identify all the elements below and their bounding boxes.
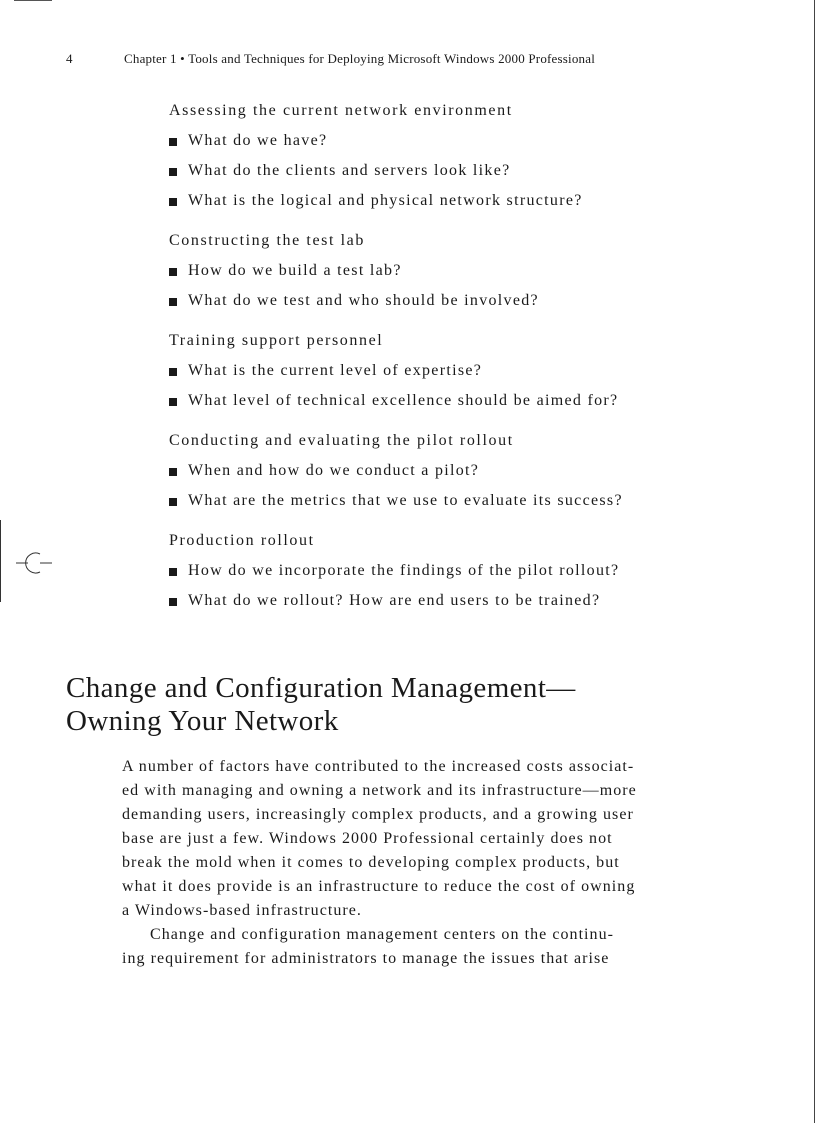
list-item-text: What do we rollout? How are end users to be trained? — [188, 592, 601, 609]
paragraph-line: demanding users, increasingly complex products, and a growing user — [122, 806, 634, 823]
list-item-text: What is the logical and physical network structure? — [188, 192, 583, 209]
list-item — [169, 489, 769, 513]
chapter-title: Chapter 1 • Tools and Techniques for Deploying Microsoft Windows 2000 Professional — [124, 51, 596, 66]
outline-group-title: Training support personnel — [169, 332, 384, 349]
outline-group — [169, 99, 769, 213]
page-edge-line — [814, 0, 815, 1123]
bullet-square-icon — [169, 468, 177, 476]
paragraph-line: what it does provide is an infrastructure to reduce the cost of owning — [122, 878, 636, 895]
list-item — [169, 559, 769, 583]
bullet-square-icon — [169, 268, 177, 276]
bullet-square-icon — [169, 168, 177, 176]
bullet-square-icon — [169, 298, 177, 306]
bullet-square-icon — [169, 198, 177, 206]
bullet-square-icon — [169, 498, 177, 506]
bullet-square-icon — [169, 598, 177, 606]
list-item-text: How do we incorporate the findings of the pilot rollout? — [188, 562, 620, 579]
registration-mark-icon — [0, 520, 60, 602]
list-item — [169, 359, 769, 383]
outline-group — [169, 329, 769, 413]
outline-group-title: Constructing the test lab — [169, 232, 365, 249]
paragraph-line: Change and configuration management centers on the continu- — [150, 926, 615, 943]
section-heading-line: Change and Configuration Management— — [66, 672, 576, 704]
list-item-text: What are the metrics that we use to evaluate its success? — [188, 492, 623, 509]
paragraph-line: a Windows-based infrastructure. — [122, 902, 362, 919]
body-text — [122, 755, 702, 971]
paragraph-line: base are just a few. Windows 2000 Professional certainly does not — [122, 830, 613, 847]
outline-list — [169, 99, 769, 629]
list-item — [169, 389, 769, 413]
running-head — [66, 51, 595, 67]
list-item-text: What do the clients and servers look like? — [188, 162, 511, 179]
paragraph-line: ed with managing and owning a network and its infrastructure—more — [122, 782, 637, 799]
section-heading-line: Owning Your Network — [66, 705, 339, 737]
paragraph-line: ing requirement for administrators to manage the issues that arise — [122, 950, 610, 967]
outline-group — [169, 229, 769, 313]
list-item — [169, 129, 769, 153]
outline-group-title: Production rollout — [169, 532, 315, 549]
list-item-text: When and how do we conduct a pilot? — [188, 462, 480, 479]
outline-group-title: Assessing the current network environment — [169, 102, 513, 119]
bullet-square-icon — [169, 568, 177, 576]
bullet-square-icon — [169, 368, 177, 376]
list-item — [169, 459, 769, 483]
list-item-text: What is the current level of expertise? — [188, 362, 483, 379]
crop-mark-top — [14, 0, 52, 1]
list-item-text: What do we have? — [188, 132, 328, 149]
list-item-text: What do we test and who should be involved? — [188, 292, 539, 309]
list-item-text: How do we build a test lab? — [188, 262, 402, 279]
outline-group — [169, 529, 769, 613]
list-item — [169, 159, 769, 183]
list-item — [169, 189, 769, 213]
page-number: 4 — [66, 51, 73, 66]
list-item — [169, 259, 769, 283]
list-item — [169, 289, 769, 313]
outline-group — [169, 429, 769, 513]
list-item — [169, 589, 769, 613]
list-item-text: What level of technical excellence should be aimed for? — [188, 392, 619, 409]
paragraph-line: break the mold when it comes to developing complex products, but — [122, 854, 620, 871]
section-heading — [66, 672, 576, 738]
bullet-square-icon — [169, 398, 177, 406]
bullet-square-icon — [169, 138, 177, 146]
outline-group-title: Conducting and evaluating the pilot rollout — [169, 432, 514, 449]
paragraph-line: A number of factors have contributed to the increased costs associat- — [122, 758, 635, 775]
